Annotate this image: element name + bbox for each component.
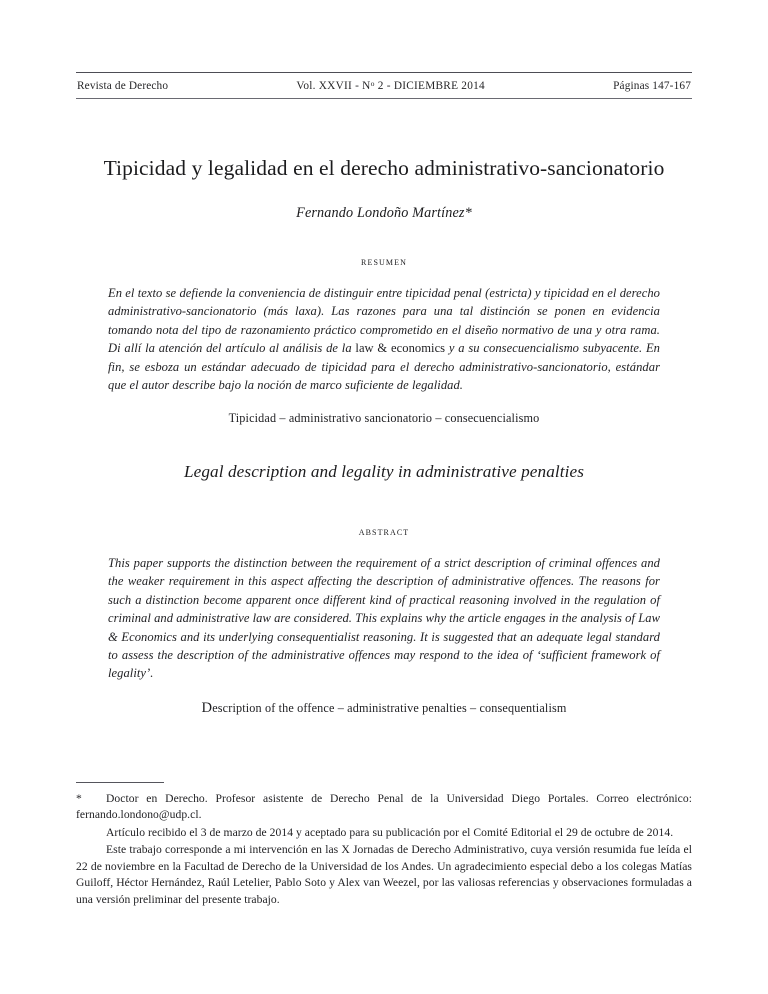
footnote-received-note: Artículo recibido el 3 de marzo de 2014 y aceptado para su publicación por el Comité Editorial el 29 de octubre de 2014. <box>106 825 674 839</box>
abstract-keywords <box>76 700 692 717</box>
running-head-row <box>76 73 692 98</box>
resumen-body-part1: En el texto se defiende la conveniencia de distinguir entre tipicidad penal (estricta) y tipicidad en el derecho administrativo-sancionatorio (más laxa). Las razones para una tal distinción se ponen en evidencia tomando nota del tipo de razonamiento práctico comprometido en el diseño normativo de una y otra rama. Di allí la atención del artículo al análisis de la <box>108 286 660 356</box>
resumen-body-part2: y a su consecuencialismo subyacente. En fin, se esboza un estándar adecuado de tipicidad para el derecho administrativo-sancionatorio, estándar que el autor describe bajo la noción de marco suficiente de legalidad. <box>108 341 660 392</box>
footnote-separator-rule <box>76 782 164 783</box>
footnote-acknowledgements-note: Este trabajo corresponde a mi intervención en las X Jornadas de Derecho Administrativo, cuya versión resumida fue leída el 22 de noviembre en la Facultad de Derecho de la Universidad de los Andes. Un agradecimiento especial debo a los colegas Matías Guiloff, Héctor Hernández, Raúl Letelier, Pablo Soto y Alex van Weezel, por las valiosas referencias y observaciones formuladas a una versión preliminar del presente trabajo. <box>76 843 692 906</box>
running-head <box>76 72 692 99</box>
abstract-section <box>76 526 692 717</box>
abstract-keywords-initial: D <box>201 699 213 716</box>
resumen-section <box>76 256 692 426</box>
abstract-body: This paper supports the distinction between the requirement of a strict description of criminal offences and the weaker requirement in this aspect affecting the description of administrative offences. The reasons for such a distinction become apparent once different kind of practical reasoning involved in the regulation of criminal and administrative law are considered. This explains why the article engages in the analysis of Law & Economics and its underlying consequentialist reasoning. It is suggested that an adequate legal standard to assess the description of the administrative offences may respond to the idea of ‘sufficient framework of legality’. <box>108 556 660 681</box>
footnote-author-note <box>76 791 692 824</box>
resumen-keywords: Tipicidad – administrativo sancionatorio – consecuencialismo <box>228 411 540 426</box>
issue-info-prefix: Vol. XXVII - N <box>296 80 371 92</box>
footnote-marker: * <box>76 792 82 805</box>
journal-name: Revista de Derecho <box>77 80 169 92</box>
resumen-body <box>108 284 660 394</box>
page-range: Páginas 147-167 <box>613 80 691 92</box>
footnotes-block <box>76 782 692 908</box>
resumen-heading: resumen <box>361 256 407 268</box>
issue-info <box>168 80 613 92</box>
running-head-rule-bottom <box>76 98 692 99</box>
issue-info-suffix: 2 - DICIEMBRE 2014 <box>374 80 485 92</box>
resumen-body-roman-term: law & economics <box>355 341 446 356</box>
english-title: Legal description and legality in administrative penalties <box>183 462 585 481</box>
issue-number-ordinal: o <box>370 78 375 88</box>
page-title: Tipicidad y legalidad en el derecho administrativo-sancionatorio <box>103 156 665 180</box>
footnote-author-note-text: Doctor en Derecho. Profesor asistente de Derecho Penal de la Universidad Diego Portales. Correo electrónico: fernando.londono@udp.cl. <box>76 792 692 822</box>
title-block <box>76 155 692 222</box>
abstract-keywords-rest: escription of the offence – administrative penalties – consequentialism <box>212 700 567 715</box>
abstract-heading: abstract <box>358 526 410 538</box>
author-name: Fernando Londoño Martínez* <box>296 204 472 221</box>
